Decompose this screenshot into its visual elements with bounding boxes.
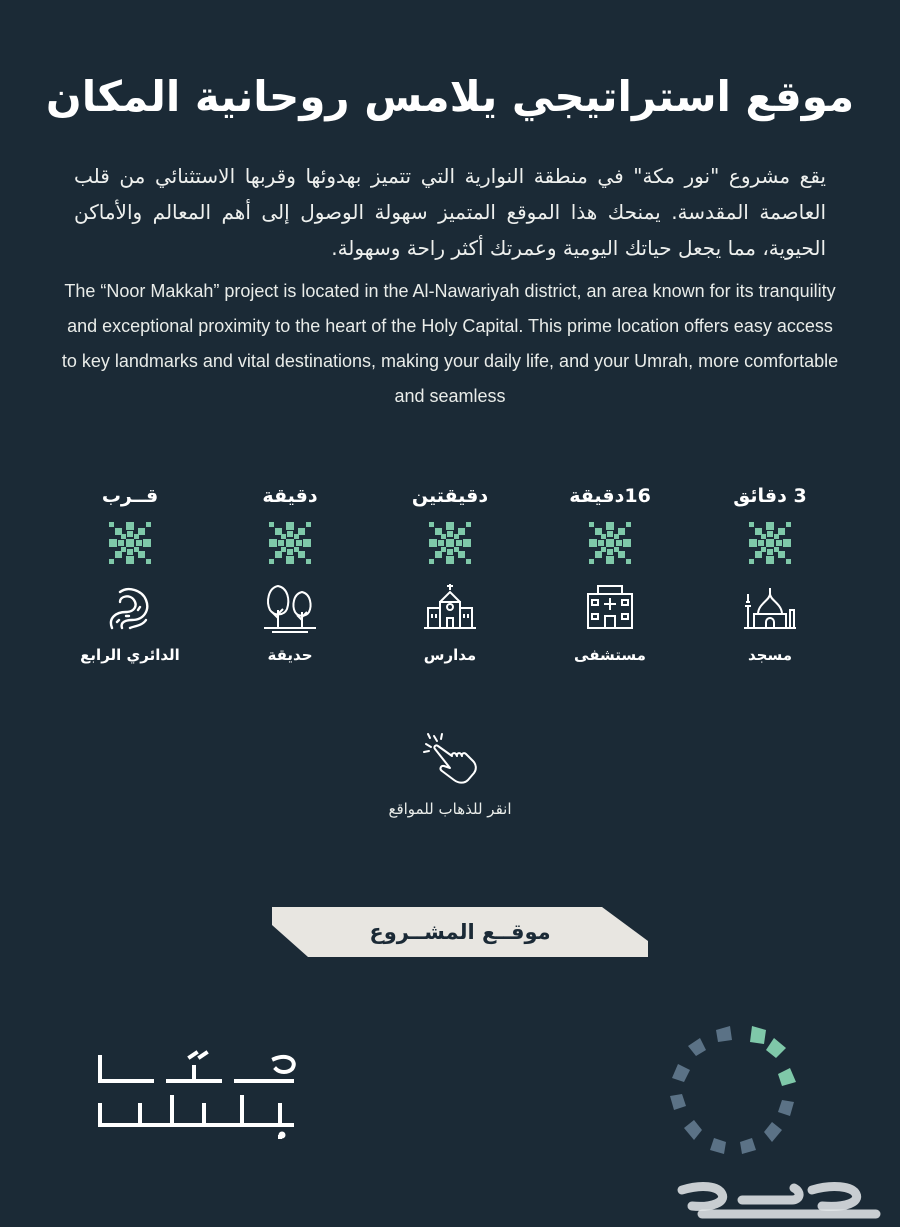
feature-time: دقيقة bbox=[262, 485, 318, 507]
feature-time: 16دقيقة bbox=[569, 485, 651, 507]
feature-time: قــرب bbox=[101, 485, 159, 507]
feature-schools bbox=[375, 478, 525, 668]
mosque-icon bbox=[742, 580, 798, 636]
geometric-pattern-icon bbox=[747, 520, 793, 566]
tap-hand-icon bbox=[420, 730, 480, 790]
feature-label: مستشفى bbox=[574, 646, 646, 664]
feature-ring-road bbox=[55, 478, 205, 668]
arabic-description: يقع مشروع "نور مكة" في منطقة النوارية التي تتميز بهدوئها وقربها الاستثنائي من قلب العاصمة المقدسة. يمنحك هذا الموقع المتميز سهولة الوصول إلى أهم المعالم والأماكن الحيوية، مما يجعل حياتك اليومية وعمرتك أكثر راحة وسهولة. bbox=[74, 164, 826, 260]
go-to-locations-link[interactable] bbox=[350, 730, 550, 818]
school-icon bbox=[422, 580, 478, 636]
english-description: The “Noor Makkah” project is located in the Al-Nawariyah district, an area known for its tranquility and exceptional proximity to the heart of the Holy Capital. This prime location offers easy access to key landmarks and vital destinations, making your daily life, and your Umrah, more comfortable and seamless bbox=[61, 281, 839, 406]
geometric-pattern-icon bbox=[587, 520, 633, 566]
park-icon bbox=[262, 580, 318, 636]
geometric-pattern-icon bbox=[427, 520, 473, 566]
hospital-icon bbox=[582, 580, 638, 636]
watermark-logo bbox=[662, 1170, 894, 1222]
feature-label: مسجد bbox=[747, 646, 793, 664]
feature-label: الدائري الرابع bbox=[80, 646, 180, 664]
ring-road-icon bbox=[102, 580, 158, 636]
feature-time: دقيقتين bbox=[411, 485, 489, 507]
feature-label: حديقة bbox=[267, 646, 313, 664]
feature-hospital bbox=[535, 478, 685, 668]
project-location-button[interactable] bbox=[272, 907, 648, 957]
proximity-features bbox=[55, 478, 845, 668]
feature-park bbox=[215, 478, 365, 668]
brand-emblem-icon bbox=[660, 1022, 812, 1172]
feature-mosque bbox=[695, 478, 845, 668]
go-to-locations-label: انقر للذهاب للمواقع bbox=[388, 800, 512, 818]
feature-label: مدارس bbox=[423, 646, 477, 664]
slogan-logo bbox=[92, 1045, 312, 1140]
page-title: موقع استراتيجي يلامس روحانية المكان bbox=[45, 72, 855, 121]
geometric-pattern-icon bbox=[107, 520, 153, 566]
geometric-pattern-icon bbox=[267, 520, 313, 566]
feature-time: 3 دقائق bbox=[733, 485, 807, 507]
project-location-label: موقــع المشــروع bbox=[369, 920, 551, 944]
